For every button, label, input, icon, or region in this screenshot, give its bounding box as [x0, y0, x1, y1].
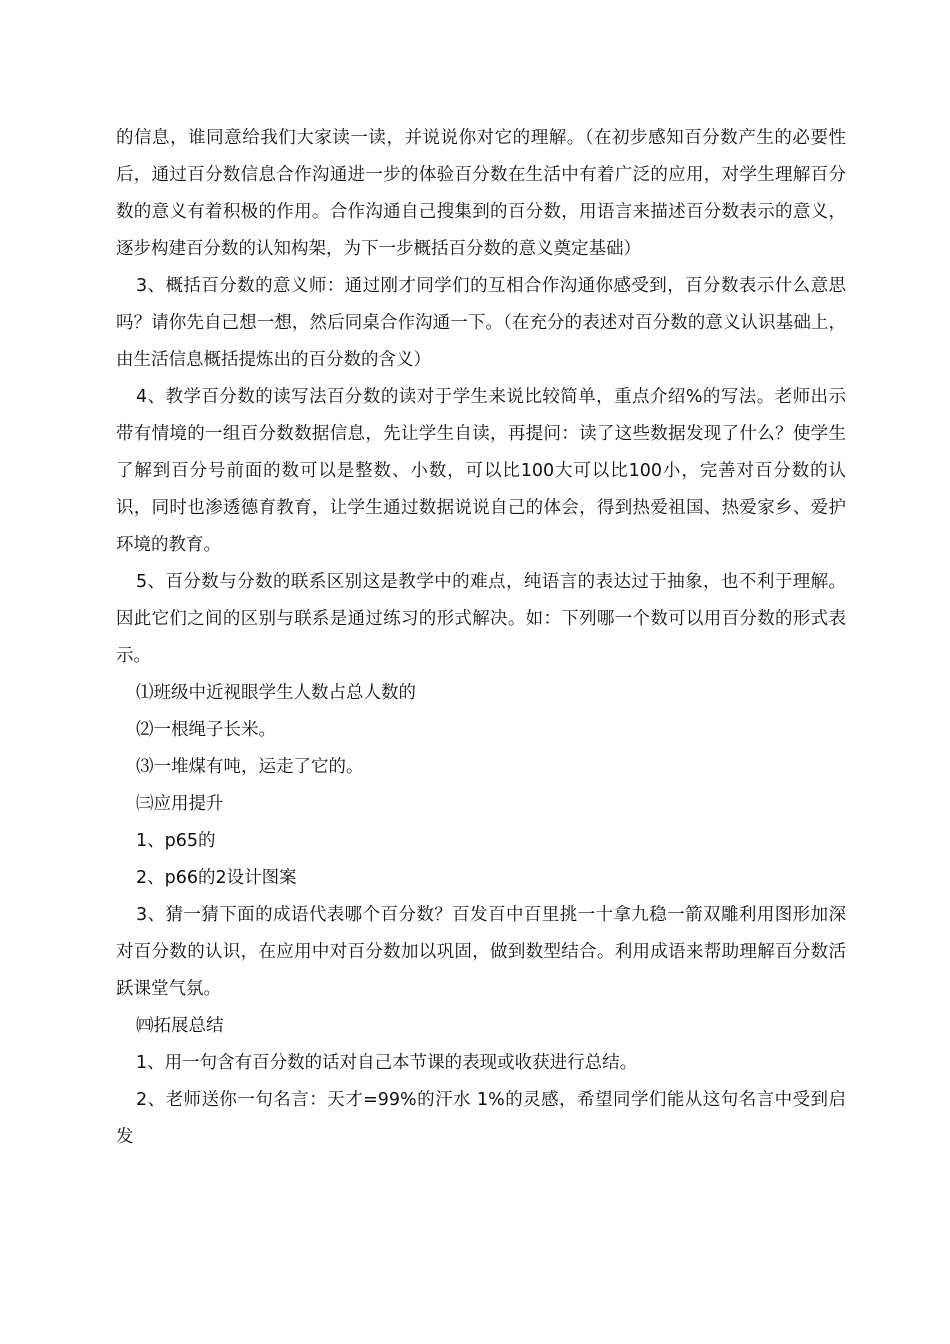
list-item-1: ⑴班级中近视眼学生人数占总人数的: [136, 683, 416, 703]
list-item-3: ⑶一堆煤有吨，运走了它的。: [136, 757, 364, 777]
section-heading-apply: ㈢应用提升: [136, 794, 224, 814]
paragraph-step-5: 5、百分数与分数的联系区别这是教学中的难点，纯语言的表达过于抽象，也不利于理解。因此它们之间的区别与联系是通过练习的形式解决。如：下列哪一个数可以用百分数的形式表示。: [116, 572, 846, 666]
paragraph-intro: 的信息，谁同意给我们大家读一读，并说说你对它的理解。（在初步感知百分数产生的必要性后，通过百分数信息合作沟通进一步的体验百分数在生活中有着广泛的应用，对学生理解百分数的意义有着积极的作用。合作沟通自己搜集到的百分数，用语言来描述百分数表示的意义，逐步构建百分数的认知构架，为下一步概括百分数的意义奠定基础）: [116, 128, 846, 259]
section-heading-summary: ㈣拓展总结: [136, 1016, 224, 1036]
paragraph-step-4: 4、教学百分数的读写法百分数的读对于学生来说比较简单，重点介绍%的写法。老师出示带有情境的一组百分数数据信息，先让学生自读，再提问：读了这些数据发现了什么？使学生了解到百分号前面的数可以是整数、小数，可以比100大可以比100小，完善对百分数的认识，同时也渗透德育教育，让学生通过数据说说自己的体会，得到热爱祖国、热爱家乡、爱护环境的教育。: [116, 387, 846, 555]
summary-item-2: 2、老师送你一句名言：天才=99%的汗水 1%的灵感，希望同学们能从这句名言中受到启发: [116, 1090, 846, 1147]
apply-item-3: 3、猜一猜下面的成语代表哪个百分数？百发百中百里挑一十拿九稳一箭双雕利用图形加深对百分数的认识，在应用中对百分数加以巩固，做到数型结合。利用成语来帮助理解百分数活跃课堂气氛。: [116, 905, 846, 999]
apply-item-2: 2、p66的2设计图案: [136, 868, 297, 888]
list-item-2: ⑵一根绳子长米。: [136, 720, 276, 740]
document-body: [116, 120, 846, 1156]
apply-item-1: 1、p65的: [136, 831, 216, 851]
paragraph-step-3: 3、概括百分数的意义师：通过刚才同学们的互相合作沟通你感受到，百分数表示什么意思吗？请你先自己想一想，然后同桌合作沟通一下。（在充分的表述对百分数的意义认识基础上，由生活信息概括提炼出的百分数的含义）: [116, 276, 846, 370]
summary-item-1: 1、用一句含有百分数的话对自己本节课的表现或收获进行总结。: [136, 1053, 638, 1073]
